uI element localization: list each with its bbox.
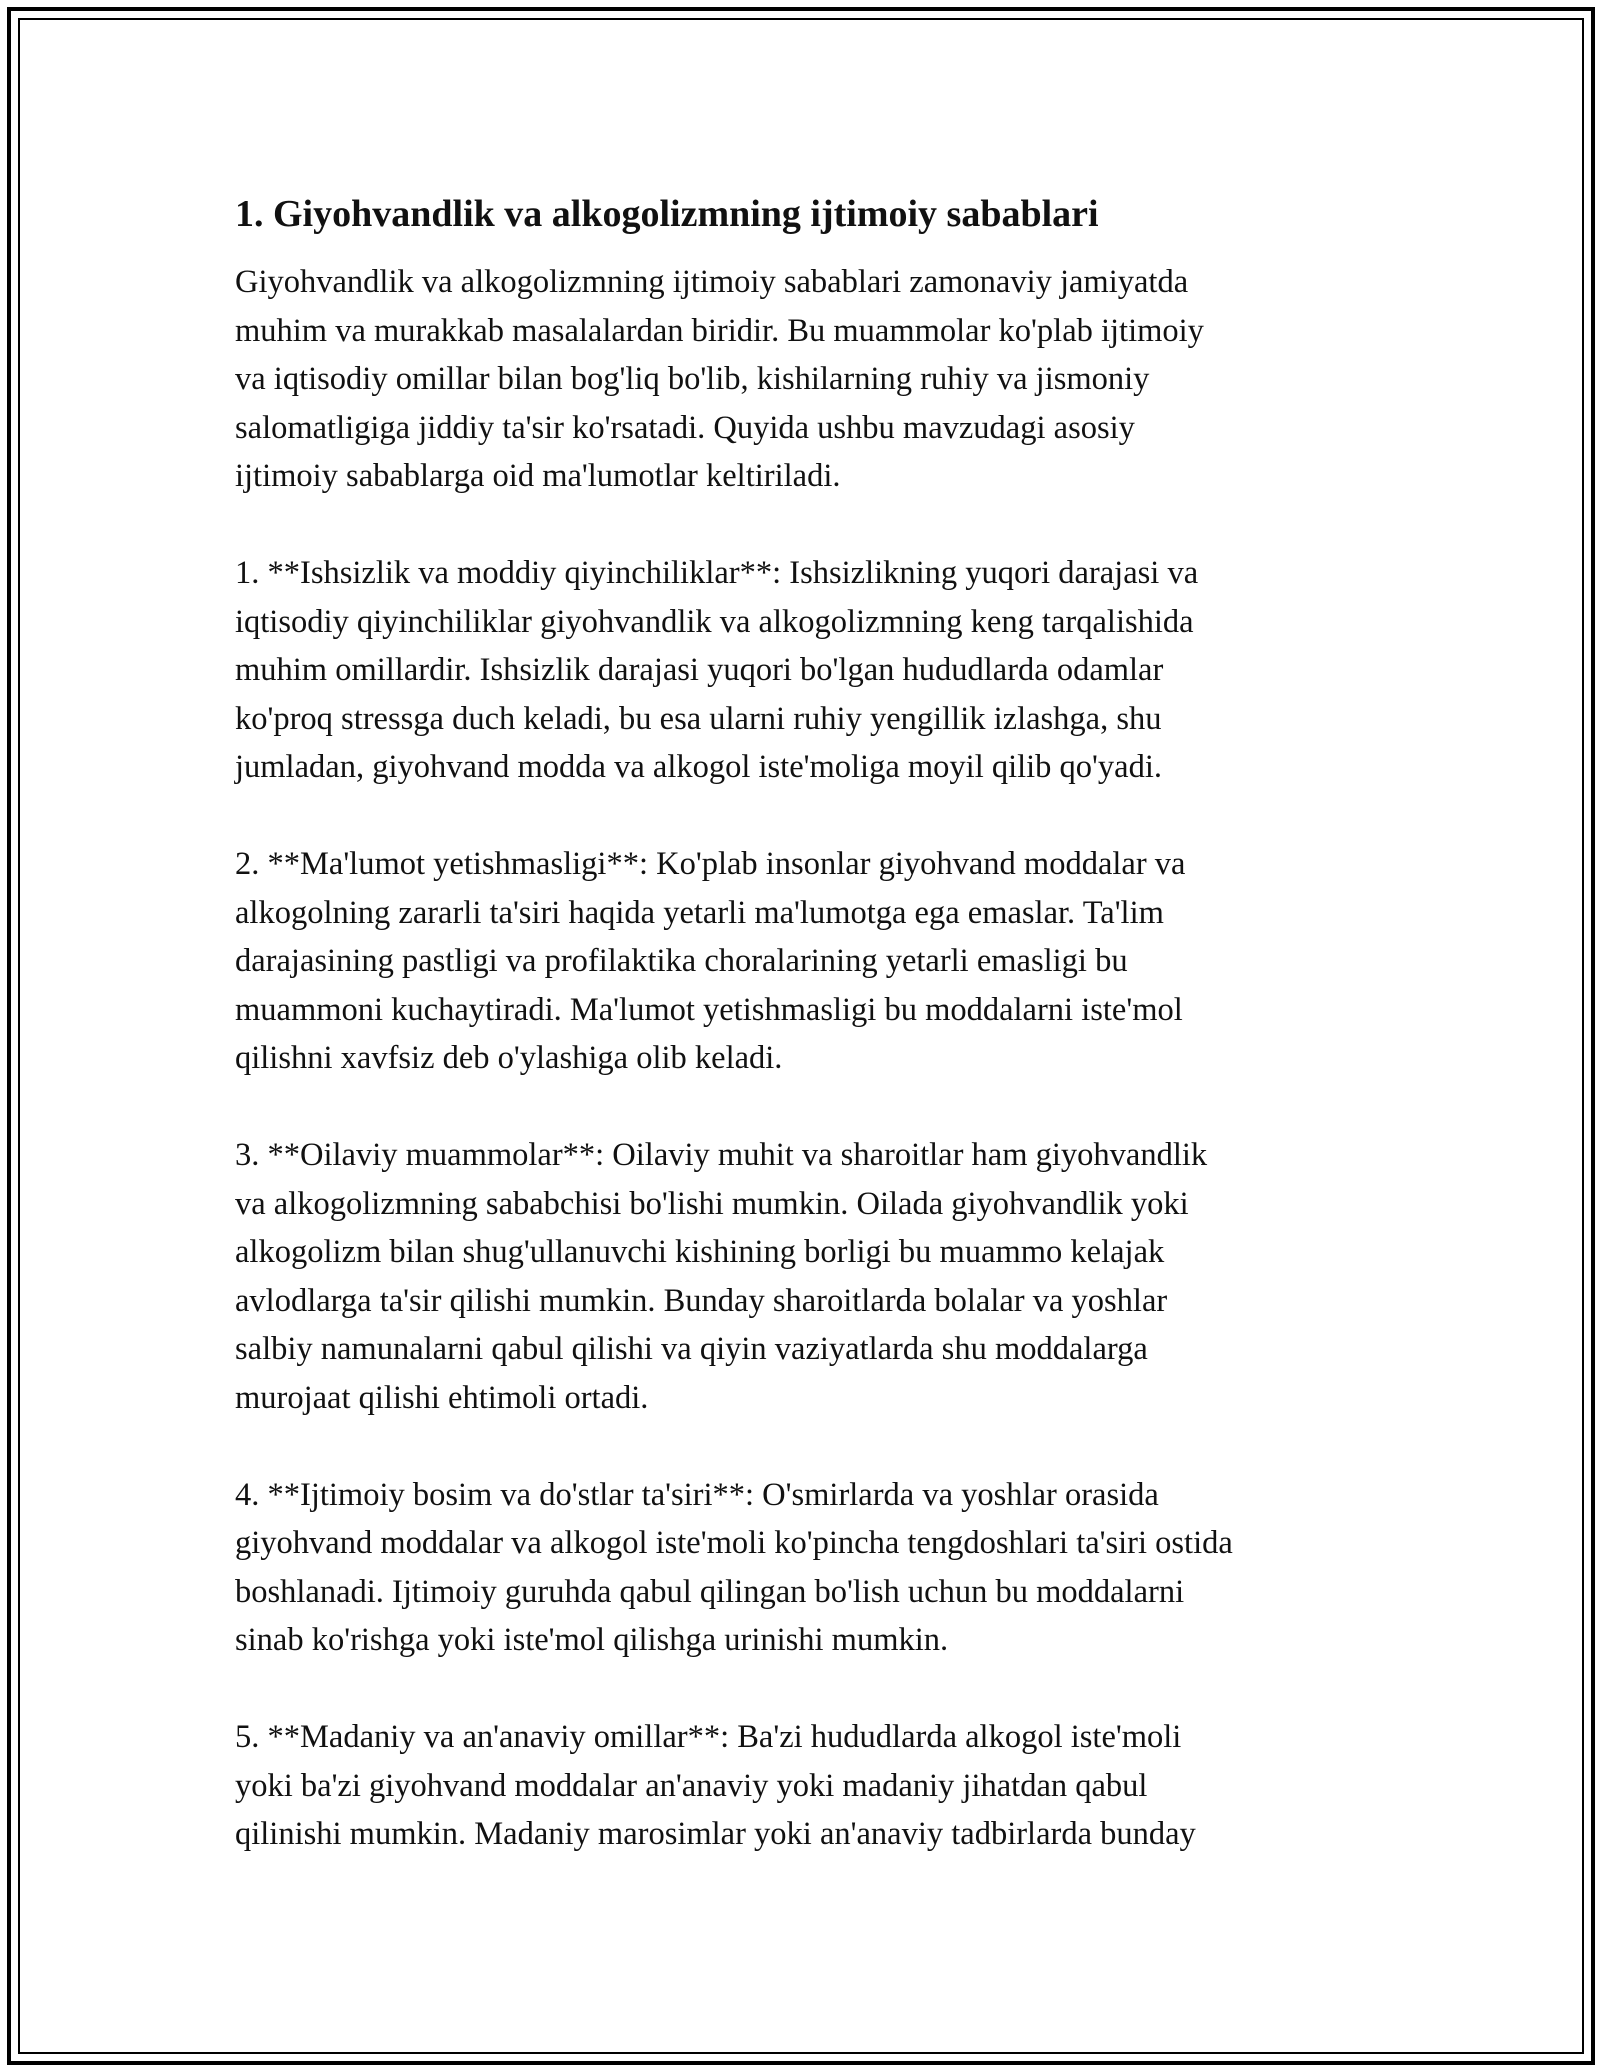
paragraph-item-3: 3. **Oilaviy muammolar**: Oilaviy muhit va sharoitlar ham giyohvandlik va alkogolizmning sababchisi bo'lishi mumkin. Oilada giyohvandlik yoki alkogolizm bilan shug'ullanuvchi kishining borligi bu muammo kelajak avlodlarga ta'sir qilishi mumkin. Bunday sharoitlarda bolalar va yoshlar salbiy namunalarni qabul qilishi va qiyin vaziyatlarda shu moddalarga murojaat qilishi ehtimoli ortadi. [235, 1137, 1208, 1416]
section-heading: 1. Giyohvandlik va alkogolizmning ijtimoiy sabablari [235, 193, 1099, 235]
paragraph-item-2: 2. **Ma'lumot yetishmasligi**: Ko'plab insonlar giyohvand moddalar va alkogolning zararli ta'siri haqida yetarli ma'lumotga ega emaslar. Ta'lim darajasining pastligi va profilaktika choralarining yetarli emasligi bu muammoni kuchaytiradi. Ma'lumot yetishmasligi bu moddalarni iste'mol qilishni xavfsiz deb o'ylashiga olib keladi. [235, 846, 1186, 1076]
paragraph-intro: Giyohvandlik va alkogolizmning ijtimoiy sabablari zamonaviy jamiyatda muhim va murakkab masalalardan biridir. Bu muammolar ko'plab ijtimoiy va iqtisodiy omillar bilan bog'liq bo'lib, kishilarning ruhiy va jismoniy salomatligiga jiddiy ta'sir ko'rsatadi. Quyida ushbu mavzudagi asosiy ijtimoiy sabablarga oid ma'lumotlar keltiriladi. [235, 264, 1204, 494]
paragraph-item-1: 1. **Ishsizlik va moddiy qiyinchiliklar**: Ishsizlikning yuqori darajasi va iqtisodiy qiyinchiliklar giyohvandlik va alkogolizmning keng tarqalishida muhim omillardir. Ishsizlik darajasi yuqori bo'lgan hududlarda odamlar ko'proq stressga duch keladi, bu esa ularni ruhiy yengillik izlashga, shu jumladan, giyohvand modda va alkogol iste'moliga moyil qilib qo'yadi. [235, 555, 1199, 785]
document-body [235, 180, 1375, 1907]
paragraph-item-5: 5. **Madaniy va an'anaviy omillar**: Ba'zi hududlarda alkogol iste'moli yoki ba'zi giyohvand moddalar an'anaviy yoki madaniy jihatdan qabul qilinishi mumkin. Madaniy marosimlar yoki an'anaviy tadbirlarda bunday [235, 1719, 1196, 1852]
paragraph-item-4: 4. **Ijtimoiy bosim va do'stlar ta'siri**: O'smirlarda va yoshlar orasida giyohvand moddalar va alkogol iste'moli ko'pincha tengdoshlari ta'siri ostida boshlanadi. Ijtimoiy guruhda qabul qilingan bo'lish uchun bu moddalarni sinab ko'rishga yoki iste'mol qilishga urinishi mumkin. [235, 1476, 1233, 1658]
